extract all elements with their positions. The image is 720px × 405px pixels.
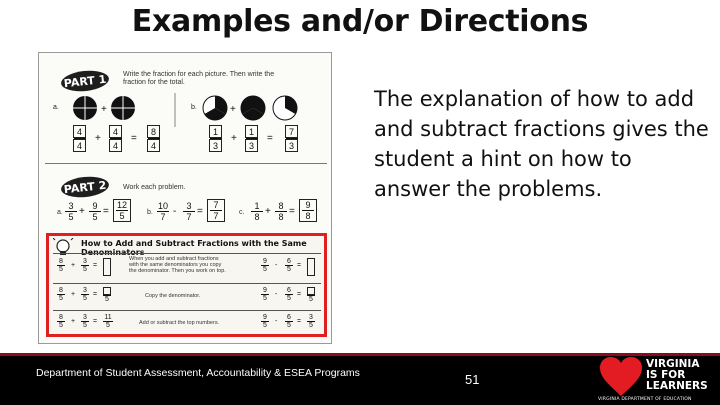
part-1-fraction: $\frac{7}{3}$ [285,125,298,152]
part-2-badge: PART 2 [60,175,110,200]
part-1-fraction: $\frac{4}{4}$ [73,125,86,152]
part-1-fraction: $\frac{8}{4}$ [147,125,160,152]
part-1-fraction: $\frac{1}{3}$ [209,125,222,152]
fraction-circles-picture [49,93,329,127]
department-name: Department of Student Assessment, Accountability & ESEA Programs [36,367,360,379]
vdoe-label: VIRGINIA DEPARTMENT OF EDUCATION [598,397,692,402]
guide-note: Add or subtract the top numbers. [139,320,220,326]
part-1-badge: PART 1 [60,69,110,94]
svg-text:+: + [101,104,107,115]
part-2-instructions: Work each problem. [123,184,186,191]
guide-note: Copy the denominator. [145,293,201,299]
divider [45,163,327,164]
part-1-instructions: Write the fraction for each picture. Then write the fraction for the total. [123,71,275,86]
lightbulb-icon [53,238,75,258]
svg-text:b.: b. [191,104,197,111]
svg-text:+: + [230,104,236,115]
page-number: 51 [465,372,480,387]
explanation-text: The explanation of how to add and subtract fractions gives the student a hint on how to answer the problems. [374,87,709,201]
fraction-guide-box: How to Add and Subtract Fractions with the Same 8 5 + 3 5 = When you add and subtract fractions with the same denominators you copy the denominator. Then you work on top. 8 5 + 3 5 = 5 Copy the denominator. 8 5 + 3 5 = 11 5 Add or subtract the top numbers. 9 5 - 6 5 = 9 5 - 6 5 = 5 9 5 - 6 5 = 3 5 [46,233,327,337]
slide-title: Examples and/or Directions [131,4,589,39]
heart-logo-icon [598,356,644,398]
footer-bar [0,353,720,405]
worksheet-image: PART 1 Write the fraction for each picture. Then write the fraction for the total. a. + b. + $\frac{4}{4}$ + $\frac{4}{4}$ = $\frac{8}{4}$ $\frac{1}{3}$ + $\frac{1}{3}$ = $\frac{7}{3}$ PART 2 Work each problem. a. 3 5 + 9 5 = 12 5 b. 10 7 - 3 7 = 7 7 c. 1 8 + 8 8 = 9 8 How to Add and Subtract Fractions with the Same 8 5 + 3 5 = When you add and subtract fractions with the same denominators you copy the denominator. Then you work on top. 8 5 + 3 5 = 5 Copy the denominator. 8 5 + 3 5 = 11 5 Add or subtract the top numbers. 9 5 - 6 5 = 9 5 - 6 5 = 5 9 5 - 6 5 = 3 5 [38,52,332,344]
guide-title: How to Add and Subtract Fractions with the Same [81,239,307,248]
part-1-fraction: $\frac{4}{4}$ [109,125,122,152]
part-1-fraction: $\frac{1}{3}$ [245,125,258,152]
virginia-logo-text: VIRGINIA IS FOR LEARNERS [646,358,708,392]
guide-note: When you add and subtract fractions with the same denominators you copy the denominator. Then you work on top. [129,256,226,274]
svg-text:a.: a. [53,104,59,111]
